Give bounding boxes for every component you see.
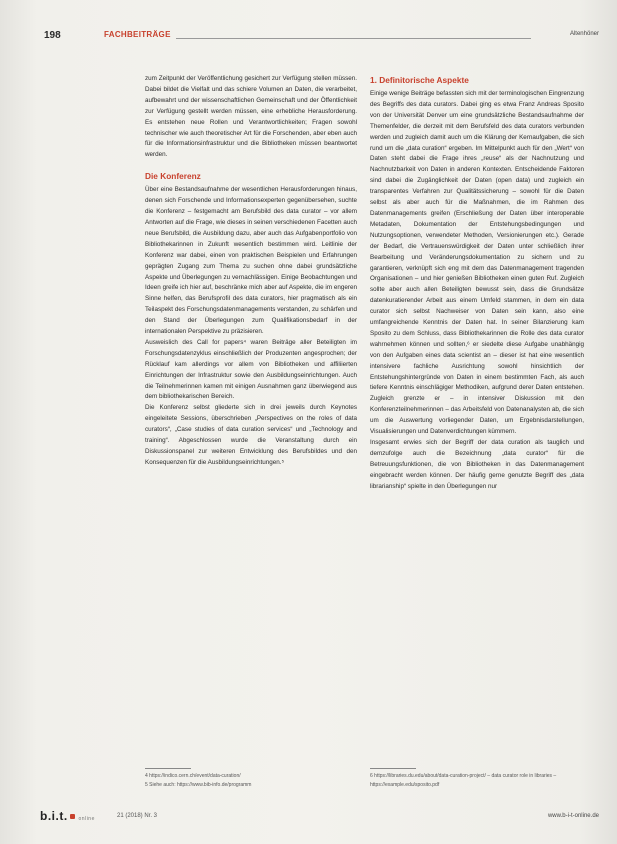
left-paragraph-3: Ausweislich des Call for papers⁴ waren Beiträge aller Beteiligten im Forschungsdatenzyklus einschließlich der Produzenten angesprochen; der Rücklauf kam allerdings vor allem von Bibliotheken und affiliierten Einrichtungen der Infrastruktur sowie den Ausbildungseinrichtungen. Auch die Teilnehmerinnen kamen mit einigen Ausnahmen ganz überwiegend aus dem bibliothekarischen Bereich.: [145, 338, 357, 401]
header-rule: [176, 38, 531, 39]
logo-dot-icon: [70, 814, 75, 819]
footnote-rule: [145, 768, 191, 769]
left-paragraph-2: Über eine Bestandsaufnahme der wesentlichen Herausforderungen hinaus, denen sich Forschende und Informationsexperten gegenübersehen, suchte die Konferenz – festgemacht am Berufsbild des data curator – vor allem Antworten auf die Frage, wie dieses in seinen verschiedenen Facetten auch neue Berufsbild, die Ausbildung dazu, aber auch das Aufgabenportfolio von Bibliothekarinnen in Zukunft wesentlich bestimmen wird. Leitlinie der Konferenz war dabei, einen von praktischen Beispielen und Erfahrungen geprägten Zugang zum Thema zu suchen ohne dabei grundsätzliche Aspekte und Überlegungen zu vernachlässigen. Einige Beobachtungen und Ideen greife ich hier auf, beschränke mich aber auf Aspekte, die im engeren Sinne helfen, das Berufsprofil des data curators, hier pragmatisch als ein Teilaspekt des Forschungsdatenmanagements verstanden, zu schärfen und den Stand der Überlegungen zum Qualifikationsbedarf in der internationalen Perspektive zu präzisieren.: [145, 186, 357, 336]
page-footer: [40, 810, 599, 824]
footnote-5: 5 Siehe auch: https://www.bib-info.de/programm: [145, 782, 252, 788]
left-paragraph-4: Die Konferenz selbst gliederte sich in drei jeweils durch Keynotes eingeleitete Sessions, überschrieben „Perspectives on the roles of data curators“, „Case studies of data curation services“ und „Technology and training“. Abgeschlossen wurde die Veranstaltung durch ein Diskussionspanel zur weiteren Entwicklung des Berufsbildes und den Konsequenzen für die Ausbildungseinrichtungen.⁵: [145, 404, 357, 466]
logo-suffix: online: [78, 816, 95, 822]
bit-logo: [40, 809, 95, 823]
section-title: FACHBEITRÄGE: [104, 30, 171, 39]
footnotes-left: [145, 768, 357, 790]
issue-info: 21 (2018) Nr. 3: [117, 813, 158, 819]
heading-die-konferenz: Die Konferenz: [145, 171, 201, 182]
left-column: [145, 74, 357, 469]
footnote-rule: [370, 768, 416, 769]
logo-text: b.i.t.: [40, 809, 68, 823]
right-paragraph-2: Insgesamt erwies sich der Begriff der data curation als tauglich und demzufolge auch die Bezeichnung „data curator“ für die Betreuungsfunktionen, die von Bibliotheken in das Datenmanagement eingebracht werden können. Der häufig gerne genutzte Begriff des „data librarianship“ spielte in den Überlegungen nur: [370, 439, 584, 490]
heading-definitorische-aspekte: 1. Definitorische Aspekte: [370, 75, 469, 85]
left-paragraph-1: zum Zeitpunkt der Veröffentlichung gesichert zur Verfügung stellen müssen. Dabei bildet die Vielfalt und das schiere Volumen an Daten, die verarbeitet, aufbewahrt und der wissenschaftlichen Gemeinschaft und der Öffentlichkeit zur Verfügung gestellt werden müssen, eine erhebliche Herausforderung. Es entstehen neue Rollen und Verantwortlichkeiten; Fragen sowohl technischer wie auch theoretischer Art für die Forschenden, aber eben auch für die Informationsinfrastruktur und die Bibliotheken müssen beantwortet werden.: [145, 75, 357, 159]
footer-url: www.b-i-t-online.de: [547, 813, 599, 819]
footnote-6: 6 https://libraries.du.edu/about/data-curation-project/ – data curator role in libraries – https://example.edu/sposito.pdf: [370, 773, 557, 788]
footnote-4: 4 https://indico.cern.ch/event/data-curation/: [145, 773, 241, 779]
page-number: 198: [44, 30, 61, 41]
footnotes-right: [370, 768, 584, 790]
right-column: [370, 74, 584, 493]
page-header: [40, 30, 599, 44]
right-paragraph-1: Einige wenige Beiträge befassten sich mit der terminologischen Eingrenzung des Begriffs des data curators. Dabei ging es etwa Franz Andreas Sposito von der Universität Denver um eine grundsätzliche Bestandsaufnahme der Themenfelder, die derzeit mit dem Berufsfeld des data curators verbunden werden und zugleich damit auch um die Klärung der Kernaufgaben, die sich rund um die „data curation“ ergeben. Im Mittelpunkt auch für den „Wert“ von Daten steht dabei die Frage ihres „reuse“ als der Nachnutzung und Nachnutzbarkeit von Daten in anderen Kontexten. Entscheidende Faktoren sind dabei die Zugänglichkeit der Daten (open data) und zugleich ein transparentes Verfahren zur Qualitätssicherung – sowohl für die Daten selbst als aber auch für die Maßnahmen, die im Rahmen des Datenmanagements greifen (Erschließung der Daten über interoperable Metadaten, Dokumentation der Entstehungsbedingungen und Nutzungsoptionen, verwendeter Methoden, Versionierungen etc.). Gerade der Bedarf, die Vertrauenswürdigkeit der Daten unter schließlich ihrer Bearbeitung und Veränderungsdokumentation zu sichern und zu garantieren, verknüpft sich eng mit dem das Datenmanagement tragenden Organisationen – und hier genießen Bibliotheken einen guten Ruf. Zugleich sollte aber auch allen Beteiligten bewusst sein, dass die Grundsätze datenkuratierender Arbeit aus einem Umfeld stammen, in dem ein data curator sich selbst Nachweiser von Daten sein kann, also eine umfangreichende Kenntnis der Daten hat. In seiner Bilanzierung kam Sposito zu dem Schluss, dass Bibliothekarinnen die Rolle des data curator wahrnehmen können und sollten,⁶ er siedelte diese Aufgabe unabhängig von den Aufgaben eines data scientist an – dieser ist hat eine wesentlich intensivere fachliche Ausrichtung sowohl hinsichtlich der Entstehungshintergründe von Daten in einem bestimmten Fach, als auch tiefere Kenntnis einschlägiger Methodiken, aufgrund derer Daten entstehen. Zugleich grenzte er – in intensiver Diskussion mit den Konferenzteilnehmerinnen – das Arbeitsfeld von Datenanalysten ab, die sich um die Auswertung vorliegender Daten, um Ergebnisdarstellungen, Visualisierungen und Datenverdichtungen kümmern.: [370, 90, 584, 436]
running-author: Altenhöner: [569, 31, 599, 37]
